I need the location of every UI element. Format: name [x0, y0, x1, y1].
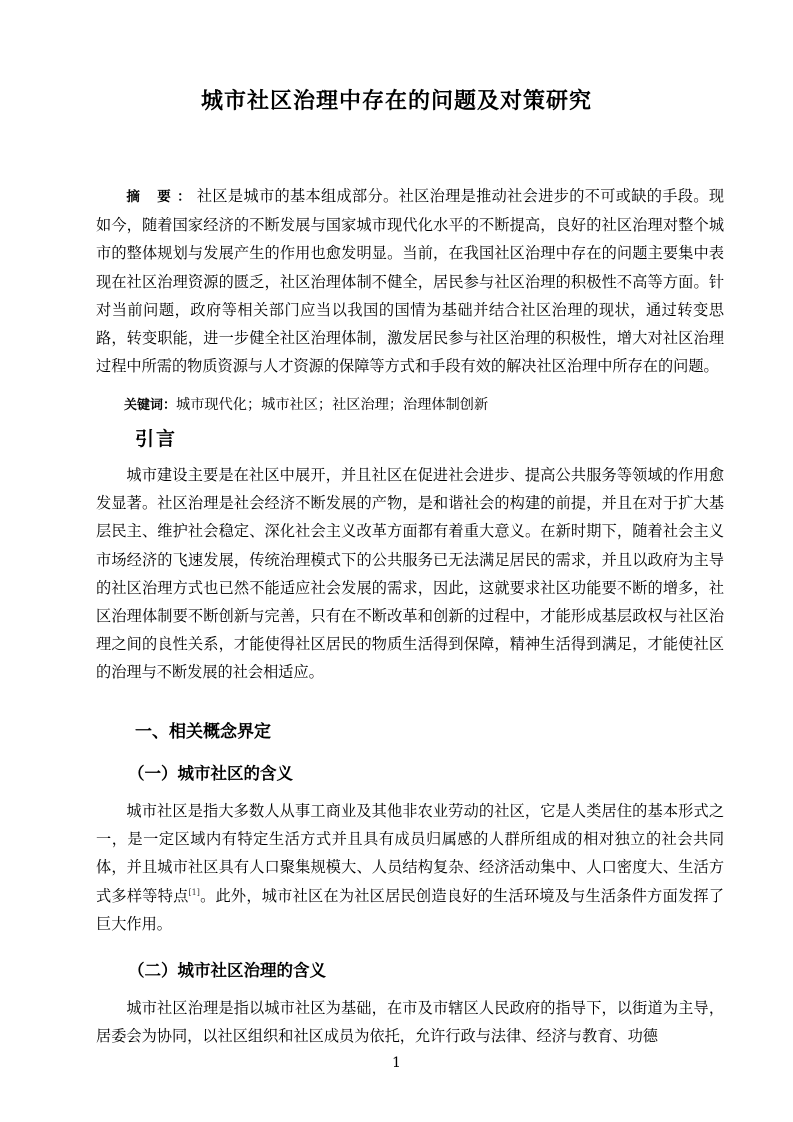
- section1-1-text-a: 城市社区是指大多数人从事工商业及其他非农业劳动的社区，它是人类居住的基本形式之一，是一定区域内有特定生活方式并且具有成员归属感的人群所组成的相对独立的社会共同体，并且城市社区具有人口聚集规模大、人员结构复杂、经济活动集中、人口密度大、生活方式多样等特点: [96, 802, 724, 905]
- intro-heading: 引言: [135, 428, 178, 450]
- document-title: 城市社区治理中存在的问题及对策研究: [200, 89, 592, 114]
- abstract-label: 摘 要：: [126, 189, 197, 205]
- section1-1-paragraph: [96, 797, 724, 938]
- abstract-text: 社区是城市的基本组成部分。社区治理是推动社会进步的不可或缺的手段。现如今，随着国家经济的不断发展与国家城市现代化水平的不断提高，良好的社区治理对整个城市的整体规划与发展产生的作用也愈发明显。当前，在我国社区治理中存在的问题主要集中表现在社区治理资源的匮乏，社区治理体制不健全，居民参与社区治理的积极性不高等方面。针对当前问题，政府等相关部门应当以我国的国情为基础并结合社区治理的现状，通过转变思路，转变职能，进一步健全社区治理体制，激发居民参与社区治理的积极性，增大对社区治理过程中所需的物质资源与人才资源的保障等方式和手段有效的解决社区治理中所存在的问题。: [96, 187, 725, 376]
- keywords-label: 关键词：: [124, 398, 177, 413]
- citation-marker: [1]: [188, 887, 200, 897]
- keywords-line: [124, 392, 488, 419]
- abstract-paragraph: [96, 182, 724, 380]
- keywords-text: 城市现代化；城市社区；社区治理；治理体制创新: [176, 397, 489, 413]
- section1-heading: 一、相关概念界定: [135, 722, 271, 742]
- page-number: 1: [392, 1055, 401, 1071]
- section1-2-heading: （二）城市社区治理的含义: [128, 961, 326, 980]
- section1-1-heading: （一）城市社区的含义: [128, 764, 293, 783]
- section1-1-text-b: 。此外，城市社区在为社区居民创造良好的生活环境及与生活条件方面发挥了巨大作用。: [96, 886, 725, 933]
- section1-2-paragraph: 城市社区治理是指以城市社区为基础，在市及市辖区人民政府的指导下，以街道为主导，居委会为协同，以社区组织和社区成员为依托，允许行政与法律、经济与教育、功德: [96, 999, 724, 1046]
- intro-paragraph: 城市建设主要是在社区中展开，并且社区在促进社会进步、提高公共服务等领域的作用愈发显著。社区治理是社会经济不断发展的产物，是和谐社会的构建的前提，并且在对于扩大基层民主、维护社会稳定、深化社会主义改革方面都有着重大意义。在新时期下，随着社会主义市场经济的飞速发展，传统治理模式下的公共服务已无法满足居民的需求，并且以政府为主导的社区治理方式也已然不能适应社会发展的需求，因此，这就要求社区功能要不断的增多，社区治理体制要不断创新与完善，只有在不断改革和创新的过程中，才能形成基层政权与社区治理之间的良性关系，才能使得社区居民的物质生活得到保障，精神生活得到满足，才能使社区的治理与不断发展的社会相适应。: [96, 466, 724, 682]
